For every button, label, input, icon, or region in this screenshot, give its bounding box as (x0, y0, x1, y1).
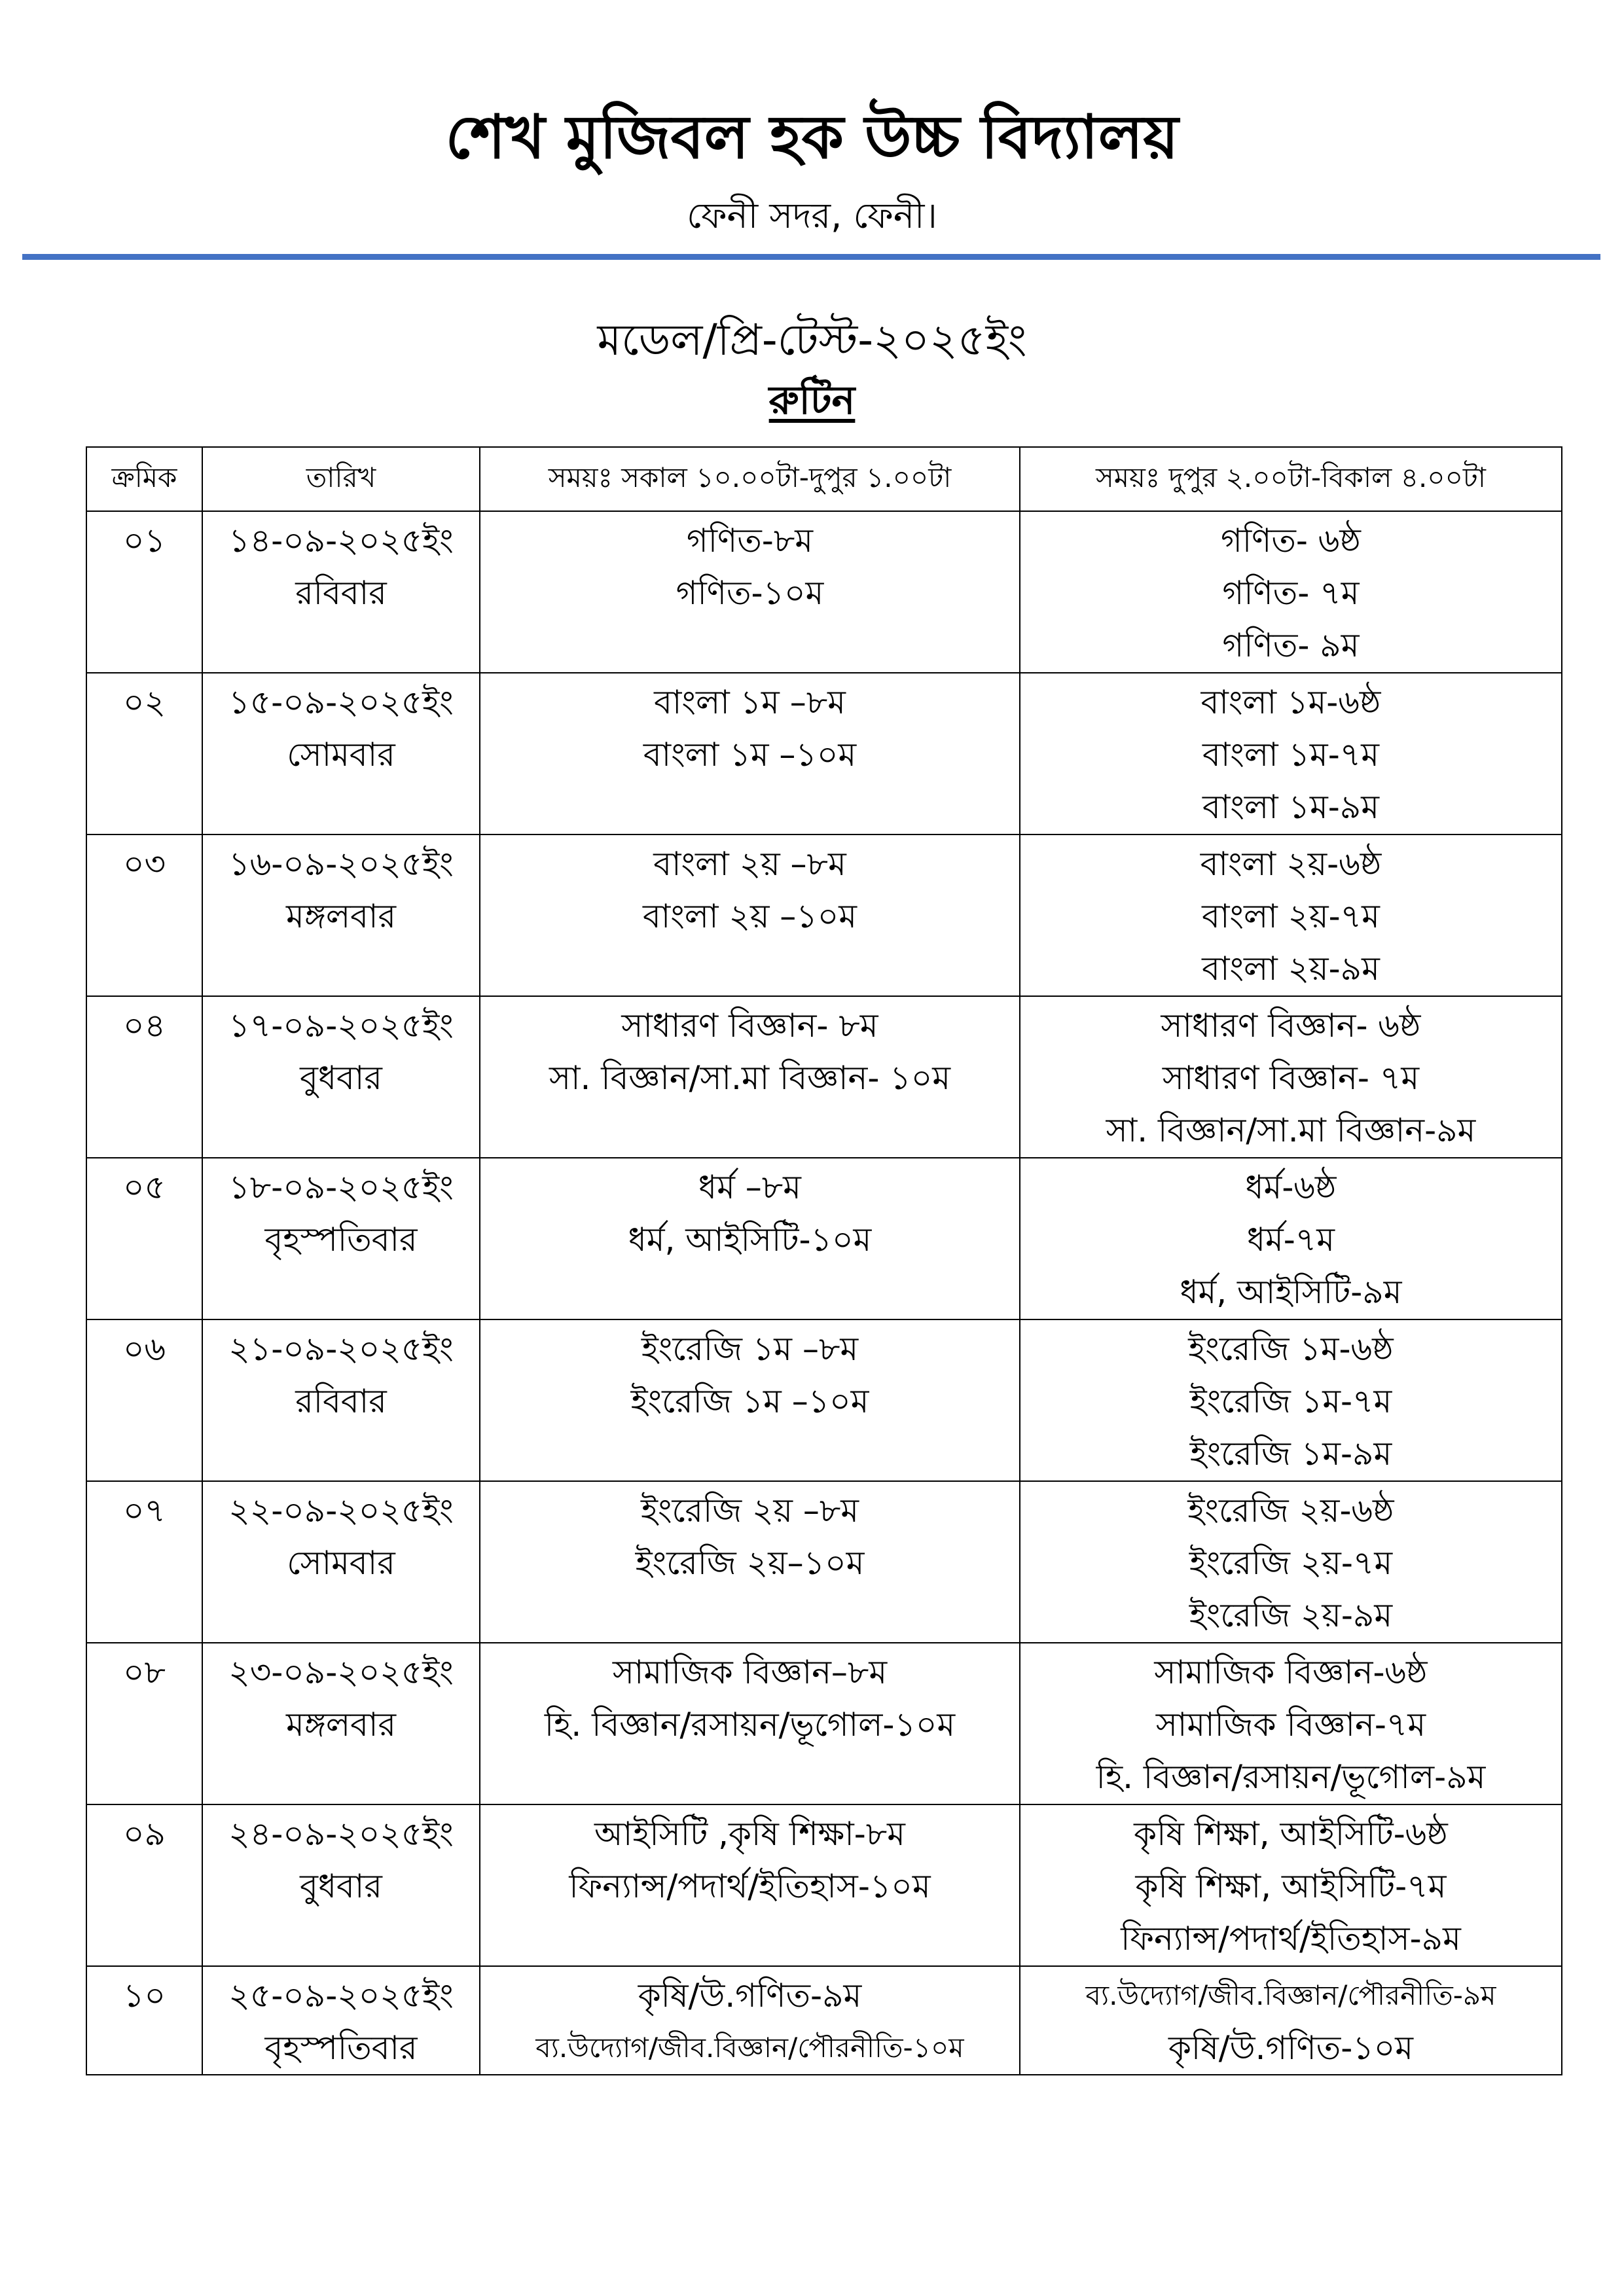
subject-entry: বাংলা ২য়-৭ম (1202, 897, 1380, 935)
routine-label (0, 374, 1624, 427)
morning-session-cell (480, 996, 1020, 1158)
date-cell (202, 1158, 480, 1319)
morning-session-cell (480, 511, 1020, 673)
serial-cell (86, 673, 202, 834)
serial-number: ০১ (123, 522, 166, 560)
date-cell (202, 1481, 480, 1643)
subject-entry: গণিত- ৯ম (1222, 626, 1360, 664)
column-header-date: তারিখ (202, 447, 480, 511)
subject-entry: সা. বিজ্ঞান/সা.মা বিজ্ঞান- ১০ম (549, 1059, 951, 1097)
exam-date: ১৬-০৯-২০২৫ইং (228, 845, 454, 883)
exam-date: ২৩-০৯-২০২৫ইং (228, 1653, 454, 1691)
subject-entry: সাধারণ বিজ্ঞান- ৭ম (1162, 1059, 1420, 1097)
subject-entry: সামাজিক বিজ্ঞান–৮ম (612, 1653, 888, 1691)
subject-entry: ধর্ম-৬ষ্ঠ (1245, 1168, 1337, 1206)
subject-entry: ধর্ম-৭ম (1246, 1221, 1335, 1259)
subject-entry: ইংরেজি ১ম-৭ম (1189, 1382, 1392, 1420)
afternoon-session-cell (1020, 1158, 1562, 1319)
subject-entry: ধর্ম, আইসিটি-৯ম (1180, 1273, 1402, 1311)
afternoon-session-cell (1020, 834, 1562, 996)
serial-cell (86, 1319, 202, 1481)
afternoon-session-cell (1020, 673, 1562, 834)
exam-day: বৃহস্পতিবার (264, 1221, 418, 1259)
serial-cell (86, 1158, 202, 1319)
subject-entry: সামাজিক বিজ্ঞান-৭ম (1155, 1706, 1426, 1744)
table-row (86, 511, 1562, 673)
subject-entry: ইংরেজি ২য়-৬ষ্ঠ (1187, 1492, 1394, 1530)
serial-number: ০৪ (123, 1007, 166, 1045)
subject-entry: বাংলা ২য় –১০ম (642, 897, 857, 935)
exam-date: ১৮-০৯-২০২৫ইং (228, 1168, 454, 1206)
serial-cell (86, 1643, 202, 1804)
morning-session-cell (480, 1804, 1020, 1966)
date-cell (202, 1804, 480, 1966)
subject-entry: ইংরেজি ১ম –১০ম (630, 1382, 869, 1420)
subject-entry: বাংলা ১ম –১০ম (643, 736, 857, 774)
morning-session-cell (480, 673, 1020, 834)
subject-entry: হি. বিজ্ঞান/রসায়ন/ভূগোল-১০ম (544, 1706, 956, 1744)
subject-entry: ধর্ম –৮ম (698, 1168, 801, 1206)
afternoon-session-cell (1020, 1319, 1562, 1481)
subject-entry: ধর্ম, আইসিটি-১০ম (628, 1221, 872, 1259)
serial-number: ০৫ (123, 1168, 166, 1206)
subject-entry: ইংরেজি ২য়-৭ম (1189, 1544, 1393, 1582)
serial-cell (86, 511, 202, 673)
subject-entry: বাংলা ১ম-৬ষ্ঠ (1200, 683, 1381, 721)
column-header-afternoon: সময়ঃ দুপুর ২.০০টা-বিকাল ৪.০০টা (1020, 447, 1562, 511)
subject-entry: কৃষি/উ.গণিত-৯ম (638, 1977, 862, 2015)
serial-number: ০৩ (122, 845, 166, 883)
date-cell (202, 673, 480, 834)
subject-entry: বাংলা ২য় –৮ম (653, 845, 846, 883)
serial-number: ০৭ (122, 1492, 166, 1530)
table-row (86, 1158, 1562, 1319)
afternoon-session-cell (1020, 996, 1562, 1158)
subject-entry: গণিত- ৬ষ্ঠ (1221, 522, 1361, 560)
afternoon-session-cell (1020, 511, 1562, 673)
date-cell (202, 1966, 480, 2075)
subject-entry: সা. বিজ্ঞান/সা.মা বিজ্ঞান-৯ম (1106, 1111, 1476, 1149)
subject-entry: বাংলা ২য়-৬ষ্ঠ (1200, 845, 1382, 883)
exam-day: মঙ্গলবার (285, 1706, 396, 1744)
table-row (86, 1319, 1562, 1481)
column-header-morning: সময়ঃ সকাল ১০.০০টা-দুপুর ১.০০টা (480, 447, 1020, 511)
exam-day: বুধবার (300, 1867, 382, 1905)
subject-entry: ইংরেজি ১ম –৮ম (641, 1330, 859, 1368)
subject-entry: ইংরেজি ১ম-৬ষ্ঠ (1188, 1330, 1394, 1368)
subject-entry: ইংরেজি ২য় –৮ম (640, 1492, 859, 1530)
table-row (86, 1966, 1562, 2075)
morning-session-cell (480, 1966, 1020, 2075)
subject-entry: কৃষি/উ.গণিত-১০ম (1168, 2029, 1414, 2067)
afternoon-session-cell (1020, 1804, 1562, 1966)
table-row (86, 1804, 1562, 1966)
subject-entry: হি. বিজ্ঞান/রসায়ন/ভূগোল-৯ম (1096, 1758, 1486, 1796)
exam-day: বুধবার (300, 1059, 382, 1097)
serial-cell (86, 1966, 202, 2075)
subject-entry: ইংরেজি ২য়-৯ম (1189, 1596, 1393, 1634)
morning-session-cell (480, 1643, 1020, 1804)
exam-day: সোমবার (287, 736, 395, 774)
morning-session-cell (480, 1319, 1020, 1481)
table-row (86, 834, 1562, 996)
date-cell (202, 996, 480, 1158)
exam-day: সোমবার (287, 1544, 395, 1582)
subject-entry: গণিত-৮ম (686, 522, 814, 560)
date-cell (202, 834, 480, 996)
afternoon-session-cell (1020, 1966, 1562, 2075)
afternoon-session-cell (1020, 1643, 1562, 1804)
serial-number: ১০ (123, 1977, 166, 2015)
serial-number: ০৬ (122, 1330, 166, 1368)
subject-entry: ইংরেজি ২য়–১০ম (635, 1544, 865, 1582)
serial-number: ০৮ (123, 1653, 166, 1691)
date-cell (202, 1643, 480, 1804)
exam-day: রবিবার (295, 574, 387, 612)
serial-number: ০৯ (123, 1815, 166, 1853)
serial-cell (86, 996, 202, 1158)
serial-cell (86, 1481, 202, 1643)
subject-entry: বাংলা ১ম-৯ম (1202, 788, 1379, 826)
exam-day: বৃহস্পতিবার (264, 2029, 418, 2067)
morning-session-cell (480, 1481, 1020, 1643)
exam-day: রবিবার (295, 1382, 387, 1420)
subject-entry: গণিত- ৭ম (1222, 574, 1360, 612)
subject-entry: কৃষি শিক্ষা, আইসিটি-৭ম (1135, 1867, 1447, 1905)
routine-table-body (86, 511, 1562, 2075)
subject-entry: সামাজিক বিজ্ঞান-৬ষ্ঠ (1154, 1653, 1428, 1691)
morning-session-cell (480, 1158, 1020, 1319)
table-row (86, 673, 1562, 834)
exam-date: ২৫-০৯-২০২৫ইং (228, 1977, 454, 2015)
serial-cell (86, 834, 202, 996)
serial-number: ০২ (122, 683, 166, 721)
subject-entry: ফিন্যান্স/পদার্থ/ইতিহাস-৯ম (1121, 1920, 1461, 1958)
exam-date: ১৭-০৯-২০২৫ইং (228, 1007, 454, 1045)
subject-entry: ফিন্যান্স/পদার্থ/ইতিহাস-১০ম (569, 1867, 931, 1905)
subject-entry: সাধারণ বিজ্ঞান- ৬ষ্ঠ (1161, 1007, 1421, 1045)
subject-entry: ব্য.উদ্যোগ/জীব.বিজ্ঞান/পৌরনীতি-১০ম (535, 2032, 964, 2064)
subject-entry: সাধারণ বিজ্ঞান- ৮ম (621, 1007, 878, 1045)
exam-day: মঙ্গলবার (285, 897, 396, 935)
exam-title: মডেল/প্রি-টেস্ট-২০২৫ইং (597, 315, 1027, 365)
subject-entry: ইংরেজি ১ম-৯ম (1189, 1435, 1392, 1473)
morning-session-cell (480, 834, 1020, 996)
date-cell (202, 1319, 480, 1481)
subject-entry: আইসিটি ,কৃষি শিক্ষা-৮ম (594, 1815, 905, 1853)
afternoon-session-cell (1020, 1481, 1562, 1643)
subject-entry: ব্য.উদ্যোগ/জীব.বিজ্ঞান/পৌরনীতি-৯ম (1085, 1979, 1496, 2011)
subject-entry: কৃষি শিক্ষা, আইসিটি-৬ষ্ঠ (1134, 1815, 1448, 1853)
column-header-serial: ক্রমিক (86, 447, 202, 511)
school-name: শেখ মুজিবল হক উচ্চ বিদ্যালয় (445, 102, 1179, 172)
document-header (0, 98, 1624, 242)
table-row (86, 1643, 1562, 1804)
school-address: ফেনী সদর, ফেনী। (687, 195, 937, 236)
routine-table (86, 446, 1562, 2075)
exam-date: ২৪-০৯-২০২৫ইং (228, 1815, 454, 1853)
date-cell (202, 511, 480, 673)
table-row (86, 1481, 1562, 1643)
table-row (86, 996, 1562, 1158)
subject-entry: গণিত-১০ম (676, 574, 824, 612)
serial-cell (86, 1804, 202, 1966)
table-header-row (86, 447, 1562, 511)
header-divider (22, 254, 1600, 260)
exam-date: ১৪-০৯-২০২৫ইং (228, 522, 454, 560)
exam-date: ২১-০৯-২০২৫ইং (228, 1330, 454, 1368)
routine-label-text: রুটিন (768, 378, 856, 423)
exam-date: ১৫-০৯-২০২৫ইং (228, 683, 454, 721)
subject-entry: বাংলা ১ম –৮ম (654, 683, 846, 721)
subject-entry: বাংলা ১ম-৭ম (1202, 736, 1380, 774)
exam-date: ২২-০৯-২০২৫ইং (228, 1492, 454, 1530)
subject-entry: বাংলা ২য়-৯ম (1202, 950, 1380, 988)
